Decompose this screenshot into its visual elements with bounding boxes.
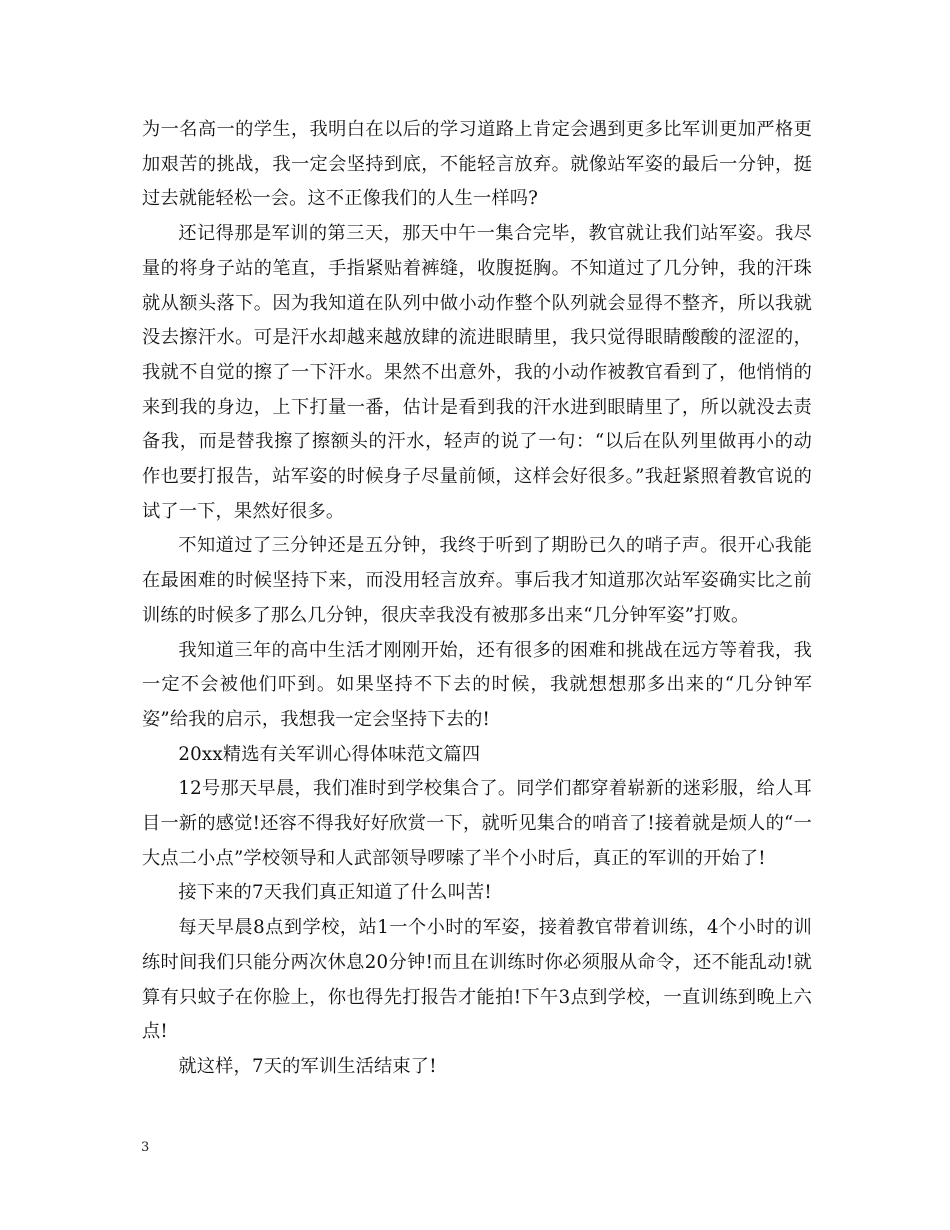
paragraph: 12号那天早晨，我们准时到学校集合了。同学们都穿着崭新的迷彩服，给人耳目一新的感觉!还容不得我好好欣赏一下，就听见集合的哨音了!接着就是烦人的“一大点二小点”学校领导和人武部领导啰嗦了半个小时后，真正的军训的开始了!: [142, 778, 812, 869]
body-text: [142, 113, 812, 1085]
paragraph: 不知道过了三分钟还是五分钟，我终于听到了期盼已久的哨子声。很开心我能在最困难的时候坚持下来，而没用轻言放弃。事后我才知道那次站军姿确实比之前训练的时候多了那么几分钟，很庆幸我没有被那多出来“几分钟军姿”打败。: [142, 535, 812, 626]
page-number: 3: [141, 1140, 150, 1155]
paragraph: 接下来的7天我们真正知道了什么叫苦!: [178, 882, 492, 904]
paragraph: 为一名高一的学生，我明白在以后的学习道路上肯定会遇到更多比军训更加严格更加艰苦的挑战，我一定会坚持到底，不能轻言放弃。就像站军姿的最后一分钟，挺过去就能轻松一会。这不正像我们的人生一样吗?: [142, 119, 812, 210]
paragraph: 还记得那是军训的第三天，那天中午一集合完毕，教官就让我们站军姿。我尽量的将身子站的笔直，手指紧贴着裤缝，收腹挺胸。不知道过了几分钟，我的汗珠就从额头落下。因为我知道在队列中做小动作整个队列就会显得不整齐，所以我就没去擦汗水。可是汗水却越来越放肆的流进眼睛里，我只觉得眼睛酸酸的涩涩的，我就不自觉的擦了一下汗水。果然不出意外，我的小动作被教官看到了，他悄悄的来到我的身边，上下打量一番，估计是看到我的汗水进到眼睛里了，所以就没去责备我，而是替我擦了擦额头的汗水，轻声的说了一句：“以后在队列里做再小的动作也要打报告，站军姿的时候身子尽量前倾，这样会好很多。”我赶紧照着教官说的试了一下，果然好很多。: [142, 223, 812, 522]
paragraph: 我知道三年的高中生活才刚刚开始，还有很多的困难和挑战在远方等着我，我一定不会被他们吓到。如果坚持不下去的时候，我就想想那多出来的“几分钟军姿”给我的启示，我想我一定会坚持下去的!: [142, 639, 812, 730]
section-heading: 20xx精选有关军训心得体味范文篇四: [178, 743, 481, 765]
paragraph: 就这样，7天的军训生活结束了!: [178, 1055, 437, 1077]
paragraph: 每天早晨8点到学校，站1一个小时的军姿，接着教官带着训练，4个小时的训练时间我们只能分两次休息20分钟!而且在训练时你必须服从命令，还不能乱动!就算有只蚊子在你脸上，你也得先打报告才能拍!下午3点到学校，一直训练到晚上六点!: [142, 917, 812, 1043]
